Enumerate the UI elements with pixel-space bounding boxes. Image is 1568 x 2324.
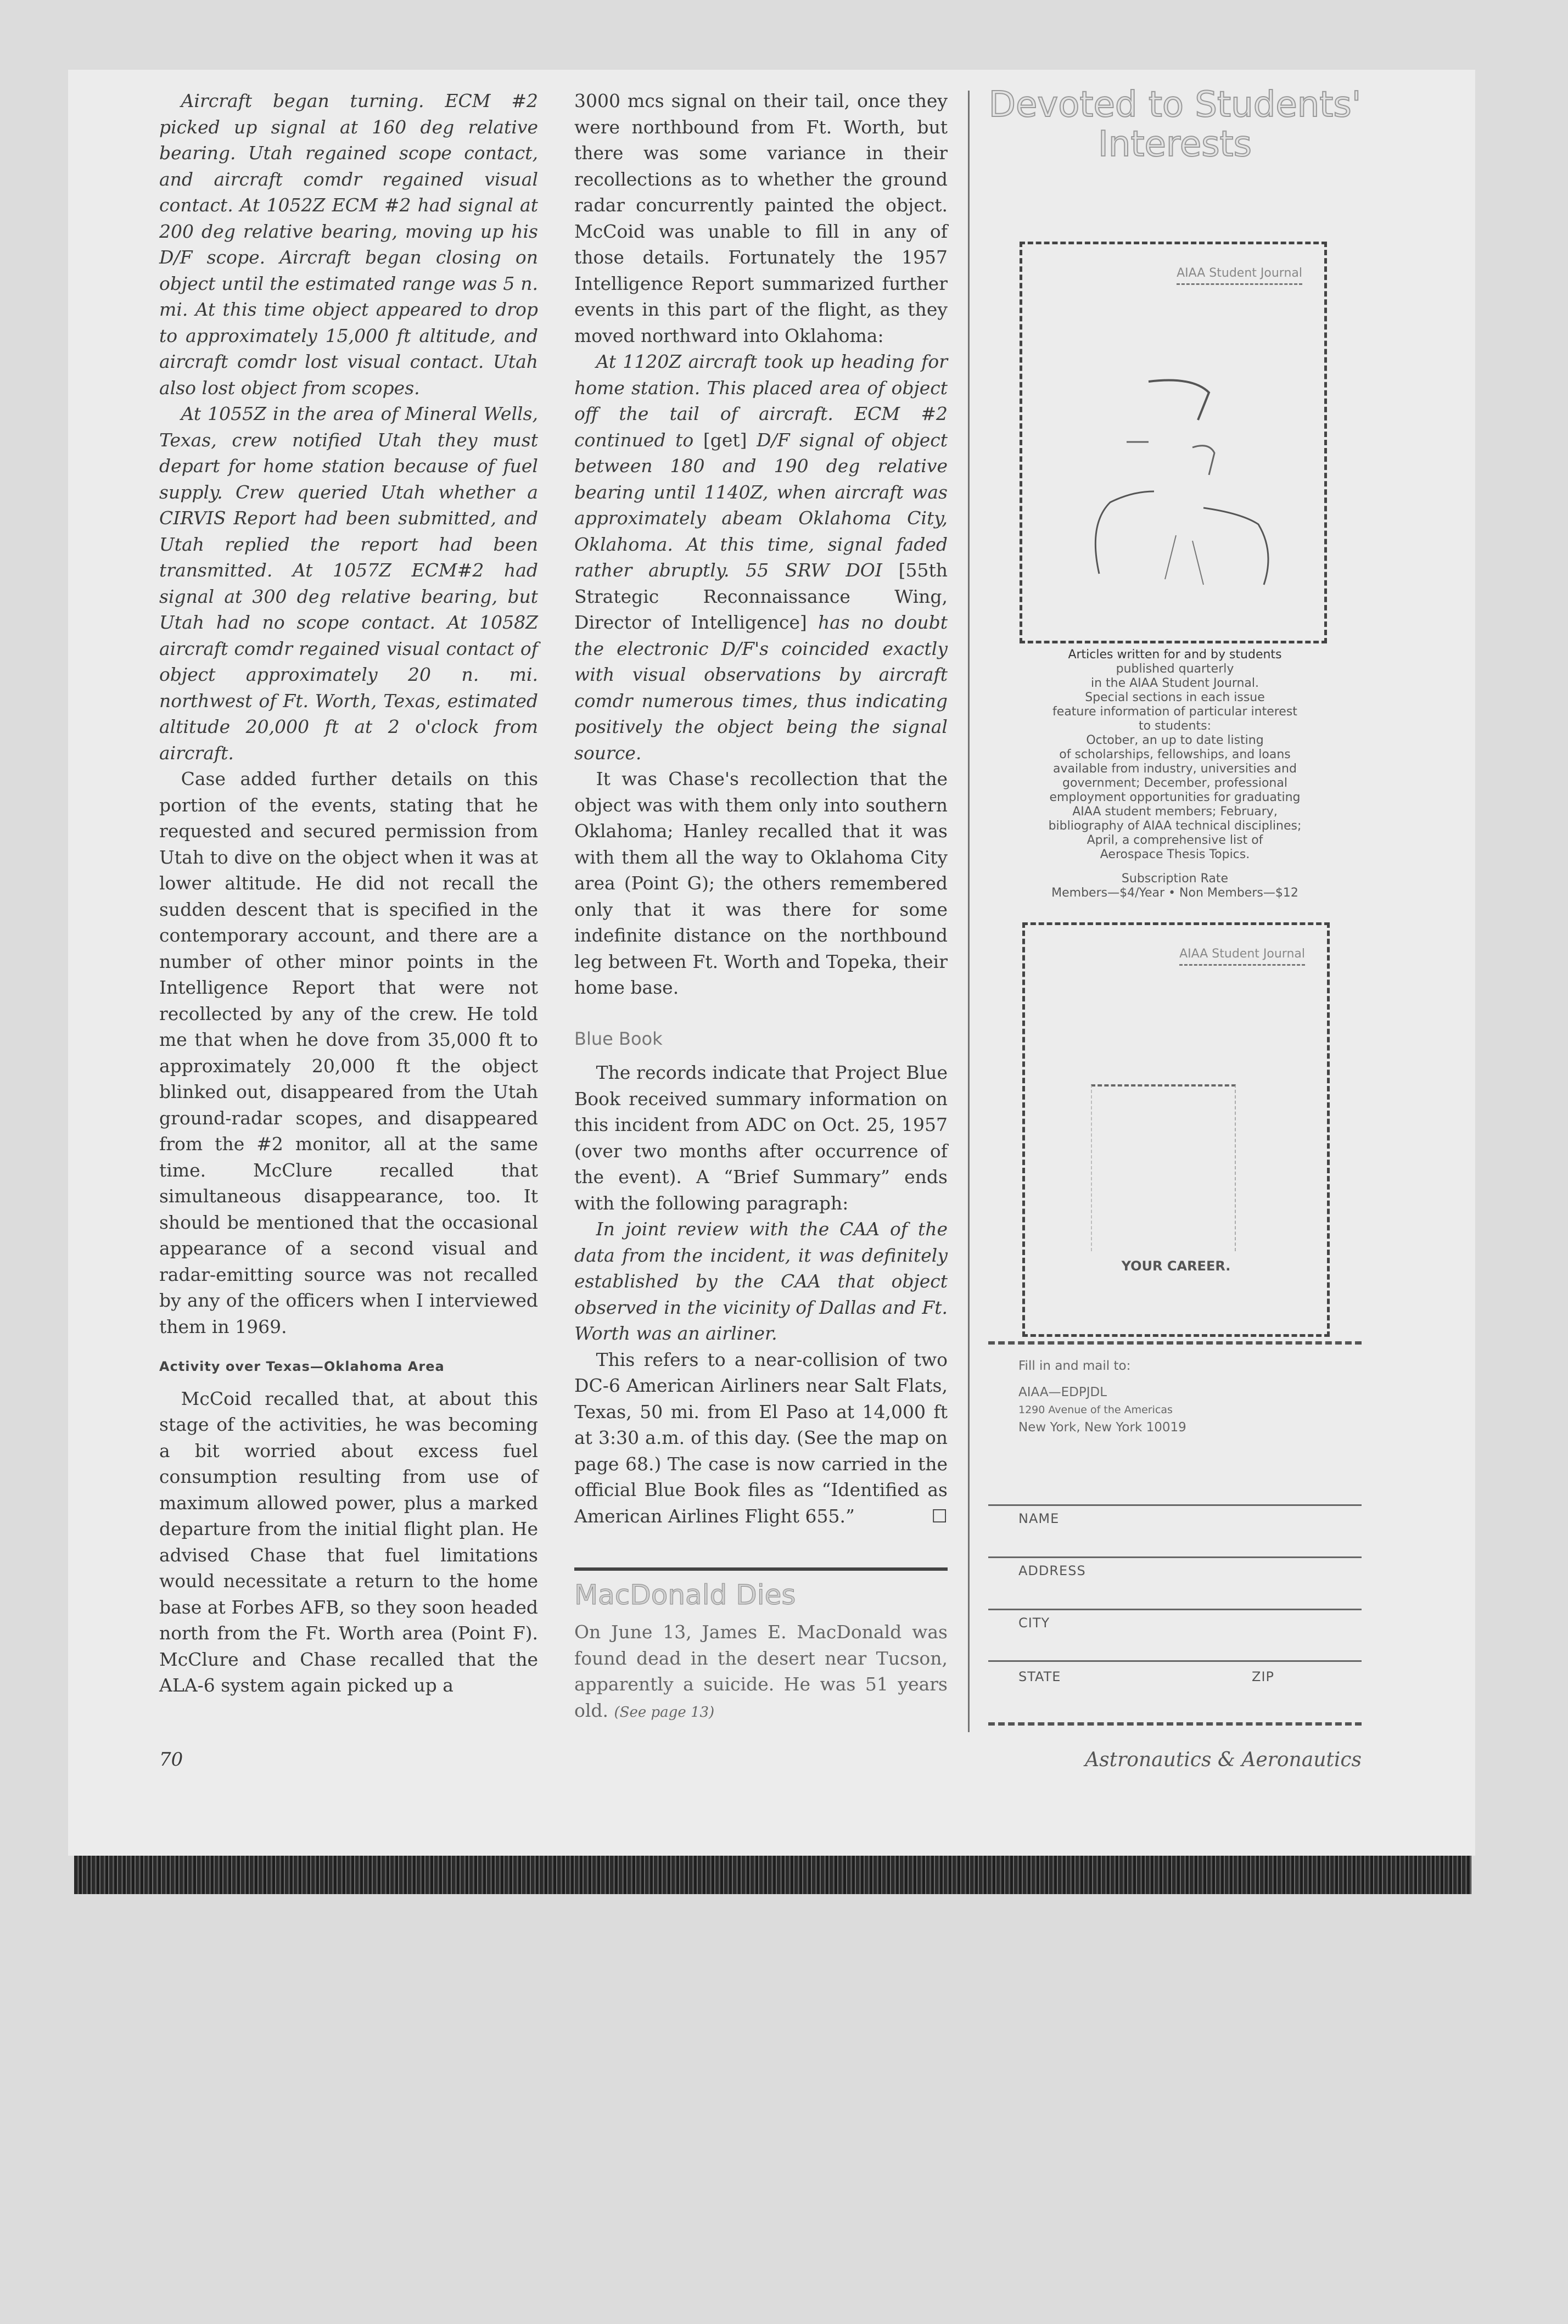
ad-line: Articles written for and by students (1068, 648, 1282, 662)
paragraph-text: This refers to a near-collision of two DC-6 American Airliners near Salt Flats, Texas, 50 mi. from El Paso at 14,000 ft at 3:30 a.m. of this day. (See the map on page 68.) The case is now carried in the official Blue Book files as “Identified as American Airlines Flight 655.” (574, 1348, 948, 1527)
journal-cover-image (1020, 242, 1327, 643)
editorial-insert: [55th Strategic Reconnaissance Wing, Director of Intelligence] (574, 559, 948, 633)
city-field-label[interactable]: CITY (1018, 1615, 1050, 1631)
end-mark: ☐ (931, 1505, 948, 1527)
ad-line: October, an up to date listing (1086, 733, 1264, 747)
ad-line: government; December, professional (1062, 776, 1287, 790)
film-edge-band (74, 1856, 1471, 1894)
state-field-label[interactable]: STATE (1018, 1669, 1061, 1684)
coupon-cut-line (988, 1722, 1362, 1726)
cover-illustration-figure (1066, 343, 1286, 618)
address-field-label[interactable]: ADDRESS (1018, 1563, 1086, 1578)
form-line (988, 1660, 1362, 1662)
body-paragraph: It was Chase's recollection that the object was with them only into southern Oklahoma; Hanley recalled that it was with them all the way to Oklahoma City area (Point G); the others remembered only that it was there for some indefinite distance on the northbound leg between Ft. Worth and Topeka, their home base. (574, 768, 948, 998)
form-line (988, 1504, 1362, 1506)
notice-body (574, 1619, 948, 1726)
quoted-report-paragraph: Aircraft began turning. ECM #2 picked up signal at 160 deg relative bearing. Utah regained scope contact, and aircraft comdr regained visual contact. At 1052Z ECM #2 had signal at 200 deg relative bearing, moving up his D/F scope. Aircraft began closing on object until the estimated range was 5 n. mi. At this time object appeared to drop to approximately 15,000 ft altitude, and aircraft comdr lost visual contact. Utah also lost object from scopes. (159, 90, 538, 399)
ad-line: of scholarships, fellowships, and loans (1059, 748, 1291, 761)
address-line: 1290 Avenue of the Americas (1018, 1404, 1173, 1416)
ad-line: April, a comprehensive list of (1087, 833, 1263, 847)
coupon-cut-line (988, 1341, 1362, 1345)
ad-line: AIAA student members; February, (1072, 805, 1278, 819)
editorial-insert: [get] (693, 429, 757, 451)
column-divider (968, 91, 970, 1732)
quoted-report-paragraph (574, 349, 948, 766)
cover-caption: YOUR CAREER. (1121, 1258, 1231, 1274)
see-page-ref: (See page 13) (614, 1704, 715, 1721)
quote-text: has no doubt the electronic D/F's coincided exactly with visual observations by aircraft comdr numerous times, thus indicating positively the object being the signal source. (574, 612, 948, 764)
ad-line: Aerospace Thesis Topics. (1100, 848, 1250, 861)
zip-field-label[interactable]: ZIP (1252, 1669, 1274, 1684)
body-paragraph: Case added further details on this portion of the events, stating that he requested and secured permission from Utah to dive on the object when it was at lower altitude. He did not recall the sudden descent that is specified in the contemporary account, and there are a number of other minor points in the Intelligence Report that were not recollected by any of the crew. He told me that when he dove from 35,000 ft to approximately 20,000 ft the object blinked out, disappeared from the Utah ground-radar scopes, and disappeared from the #2 monitor, all at the same time. McClure recalled that simultaneous disappearance, too. It should be mentioned that the occasional appearance of a second visual and radar-emitting source was not recalled by any of the officers when I interviewed them in 1969. (159, 768, 538, 1337)
macdonald-notice (574, 1567, 948, 1726)
notice-text: On June 13, James E. MacDonald was found dead in the desert near Tucson, apparently a suicide. He was 51 years old. (574, 1621, 948, 1721)
ad-description (988, 648, 1362, 900)
ad-line: feature information of particular interest (1052, 705, 1297, 719)
page-number: 70 (159, 1749, 183, 1771)
form-line (988, 1609, 1362, 1610)
ad-line: published quarterly (1116, 662, 1234, 676)
body-paragraph: McCoid recalled that, at about this stage of the activities, he was becoming a bit worried about excess fuel consumption resulting from use of maximum allowed power, plus a marked departure from the initial flight plan. He advised Chase that fuel limitations would necessitate a return to the home base at Forbes AFB, so they soon headed north from the Ft. Worth area (Point F). McClure and Chase recalled that the ALA-6 system again picked up a (159, 1387, 538, 1696)
cover-masthead: AIAA Student Journal (1177, 266, 1302, 285)
name-field-label[interactable]: NAME (1018, 1511, 1060, 1526)
address-line: New York, New York 10019 (1018, 1420, 1186, 1435)
section-heading: Blue Book (574, 1028, 663, 1049)
subscription-rate-label: Subscription Rate (1121, 872, 1229, 886)
cover-masthead: AIAA Student Journal (1179, 947, 1305, 966)
quoted-summary-paragraph: In joint review with the CAA of the data from the incident, it was definitely established by the CAA that object observed in the vicinity of Dallas and Ft. Worth was an airliner. (574, 1218, 948, 1344)
body-paragraph: 3000 mcs signal on their tail, once they were northbound from Ft. Worth, but there was some variance in their recollections as to whether the ground radar concurrently painted the object. McCoid was unable to fill in any of those details. Fortunately the 1957 Intelligence Report summarized further events in this part of the flight, as they moved northward into Oklahoma: (574, 90, 948, 346)
body-paragraph (574, 1347, 948, 1530)
body-paragraph: The records indicate that Project Blue Book received summary information on this incident from ADC on Oct. 25, 1957 (over two months after occurrence of the event). A “Brief Summary” ends with the following paragraph: (574, 1062, 948, 1214)
ad-line: Special sections in each issue (1085, 691, 1265, 704)
ad-line: available from industry, universities and (1053, 762, 1297, 776)
mailing-address-block (1018, 1356, 1186, 1437)
journal-cover-image (1022, 922, 1330, 1337)
article-column-1 (159, 88, 538, 1699)
ad-line: bibliography of AIAA technical disciplines; (1048, 819, 1302, 833)
divider-rule (574, 1567, 948, 1571)
cover-inner-frame (1091, 1084, 1236, 1251)
address-line: AIAA—EDPJDL (1018, 1385, 1107, 1399)
subscription-rate: Members—$4/Year • Non Members—$12 (1051, 886, 1298, 900)
section-heading: Activity over Texas—Oklahoma Area (159, 1359, 445, 1374)
publication-name: Astronautics & Aeronautics (1085, 1749, 1362, 1771)
ad-line: in the AIAA Student Journal. (1090, 676, 1259, 690)
article-column-2 (574, 88, 948, 1529)
mail-to-label: Fill in and mail to: (1018, 1359, 1131, 1373)
ad-line: employment opportunities for graduating (1049, 791, 1301, 804)
notice-heading: MacDonald Dies (574, 1579, 796, 1611)
ad-title: Devoted to Students' Interests (988, 85, 1362, 165)
ad-line: to students: (1138, 719, 1212, 733)
quote-text: D/F signal of object between 180 and 190 deg relative bearing until 1140Z, when aircraft was approximately abeam Oklahoma City, Oklahoma. At this time, signal faded rather abruptly. 55 SRW DOI (574, 429, 948, 581)
form-line (988, 1556, 1362, 1558)
quoted-report-paragraph: At 1055Z in the area of Mineral Wells, Texas, crew notified Utah they must depart for home station because of fuel supply. Crew queried Utah whether a CIRVIS Report had been submitted, and Utah replied the report had been transmitted. At 1057Z ECM#2 had signal at 300 deg relative bearing, but Utah had no scope contact. At 1058Z aircraft comdr regained visual contact of object approximately 20 n. mi. northwest of Ft. Worth, Texas, estimated altitude 20,000 ft at 2 o'clock from aircraft. (159, 403, 538, 764)
quote-text: At 1120Z aircraft took up heading for home station. This placed area of object off the tail of aircraft. ECM #2 continued to (574, 351, 948, 451)
